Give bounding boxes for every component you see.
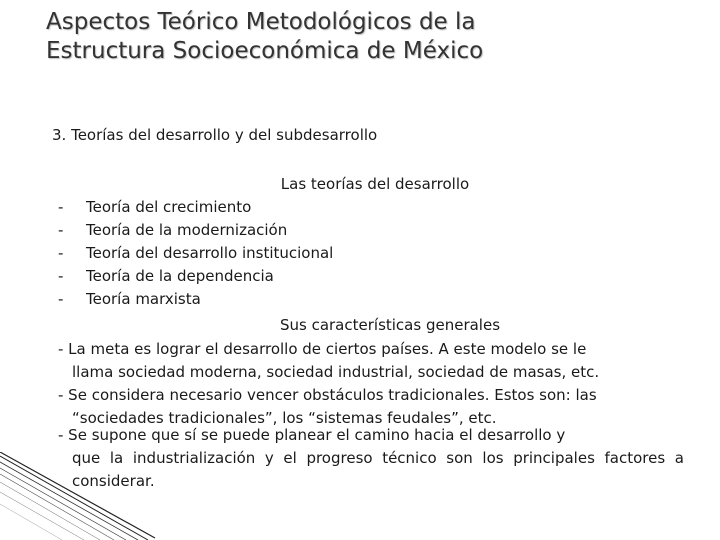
list-dash: -	[58, 221, 64, 239]
paragraph-continuation: “sociedades tradicionales”, los “sistemas feudales”, etc.	[72, 409, 497, 427]
list-item	[58, 221, 287, 239]
list-item-text: Teoría de la dependencia	[86, 267, 274, 285]
list-item	[58, 267, 274, 285]
list-item	[58, 290, 201, 308]
list-item-text: Teoría del crecimiento	[86, 198, 252, 216]
list-item	[58, 198, 251, 216]
list-dash: -	[58, 198, 64, 216]
paragraph-goal	[58, 338, 684, 384]
list-item-text: Teoría marxista	[86, 290, 201, 308]
section-heading-characteristics: Sus características generales	[279, 316, 501, 334]
list-item-text: Teoría del desarrollo institucional	[86, 244, 334, 262]
paragraph-first-line: - La meta es lograr el desarrollo de ciertos países. A este modelo se le	[58, 340, 587, 358]
list-dash: -	[58, 244, 64, 262]
section-subtitle: 3. Teorías del desarrollo y del subdesarrollo	[52, 126, 378, 144]
decorative-corner-lines	[0, 452, 160, 540]
list-item	[58, 244, 333, 262]
list-dash: -	[58, 267, 64, 285]
paragraph-first-line: - Se considera necesario vencer obstáculos tradicionales. Estos son: las	[58, 386, 597, 404]
slide-title-line-2: Estructura Socioeconómica de México	[46, 38, 484, 64]
section-heading-theories: Las teorías del desarrollo	[280, 175, 470, 193]
paragraph-first-line: - Se supone que sí se puede planear el camino hacia el desarrollo y	[58, 426, 566, 444]
slide-title	[46, 8, 483, 66]
list-dash: -	[58, 290, 64, 308]
slide-title-line-1: Aspectos Teórico Metodológicos de la	[46, 9, 476, 35]
paragraph-continuation: llama sociedad moderna, sociedad industrial, sociedad de masas, etc.	[72, 363, 600, 381]
list-item-text: Teoría de la modernización	[86, 221, 288, 239]
paragraph-continuation: que la industrialización y el progreso técnico son los principales factores a considerar.	[72, 449, 684, 490]
